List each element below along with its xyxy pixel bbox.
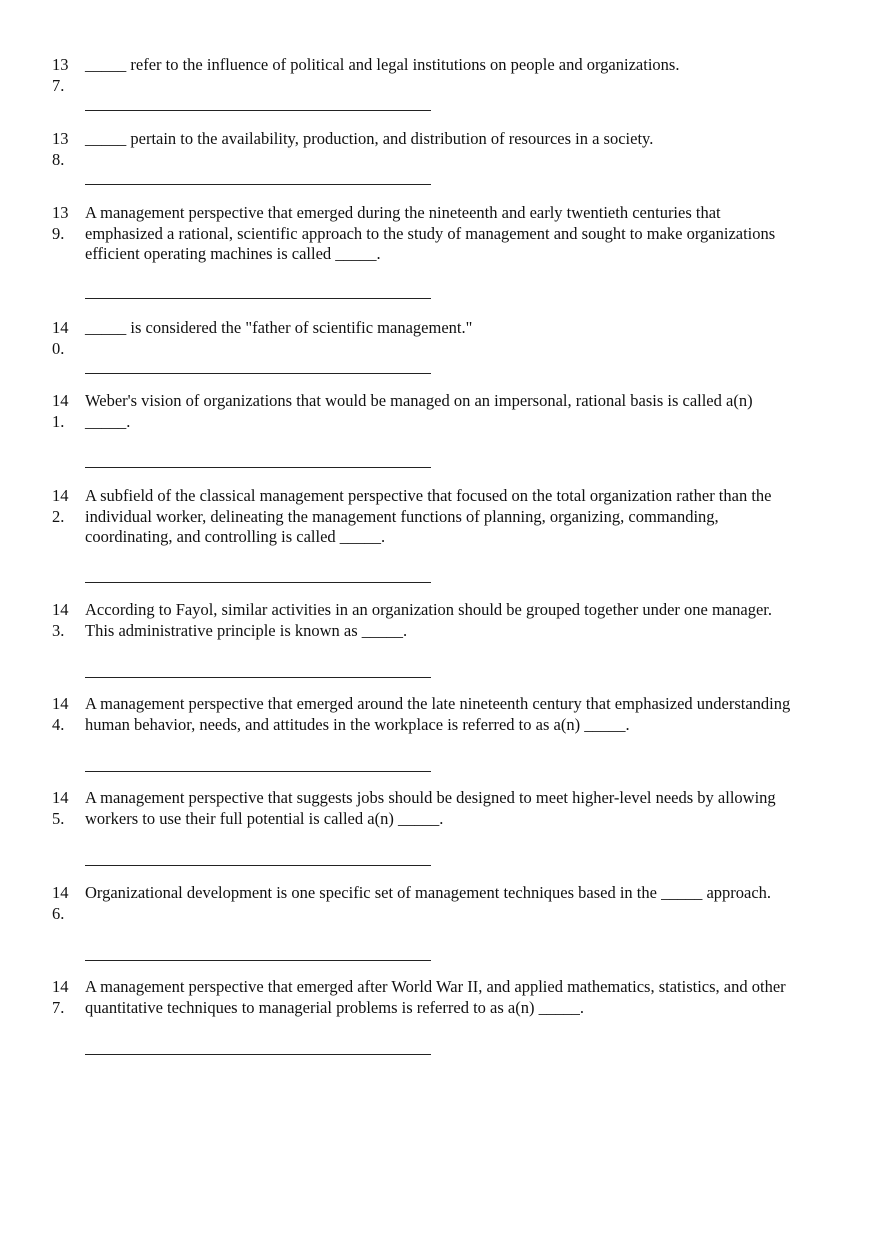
answer-line[interactable] <box>85 467 431 468</box>
answer-line[interactable] <box>85 865 431 866</box>
question-number: 147. <box>52 977 69 1017</box>
answer-line[interactable] <box>85 1054 431 1055</box>
question-number: 143. <box>52 600 69 640</box>
question-number: 139. <box>52 203 69 243</box>
question-text: A management perspective that emerged around the late nineteenth century that emphasized understanding human behavior, needs, and attitudes in the workplace is referred to as a(n) _____. <box>85 694 791 734</box>
question-text: Organizational development is one specific set of management techniques based in the _____ approach. <box>85 883 772 902</box>
answer-line[interactable] <box>85 677 431 678</box>
question-text: _____ pertain to the availability, production, and distribution of resources in a society. <box>85 129 654 148</box>
question-text: A management perspective that emerged after World War II, and applied mathematics, statistics, and other quantitative techniques to managerial problems is referred to as a(n) _____. <box>85 977 786 1017</box>
question-number: 140. <box>52 318 69 358</box>
answer-line[interactable] <box>85 373 431 374</box>
question-number: 137. <box>52 55 69 95</box>
question-text: A subfield of the classical management perspective that focused on the total organization rather than the individual worker, delineating the management functions of planning, organizing, commanding, coordinating, and controlling is called _____. <box>85 486 772 546</box>
answer-line[interactable] <box>85 298 431 299</box>
question-number: 138. <box>52 129 69 169</box>
question-text: _____ refer to the influence of political and legal institutions on people and organizations. <box>85 55 680 74</box>
question-number: 145. <box>52 788 69 828</box>
question-text: Weber's vision of organizations that would be managed on an impersonal, rational basis is called a(n) _____. <box>85 391 753 431</box>
question-text: According to Fayol, similar activities in an organization should be grouped together under one manager. This administrative principle is known as _____. <box>85 600 773 640</box>
question-text: A management perspective that emerged during the nineteenth and early twentieth centuries that emphasized a rational, scientific approach to the study of management and sought to make organizations efficient operating machines is called _____. <box>85 203 776 263</box>
answer-line[interactable] <box>85 110 431 111</box>
answer-line[interactable] <box>85 184 431 185</box>
question-number: 141. <box>52 391 69 431</box>
question-number: 144. <box>52 694 69 734</box>
question-number: 142. <box>52 486 69 526</box>
answer-line[interactable] <box>85 771 431 772</box>
question-text: _____ is considered the "father of scientific management." <box>85 318 473 337</box>
answer-line[interactable] <box>85 582 431 583</box>
answer-line[interactable] <box>85 960 431 961</box>
question-text: A management perspective that suggests jobs should be designed to meet higher-level needs by allowing workers to use their full potential is called a(n) _____. <box>85 788 776 828</box>
question-number: 146. <box>52 883 69 923</box>
